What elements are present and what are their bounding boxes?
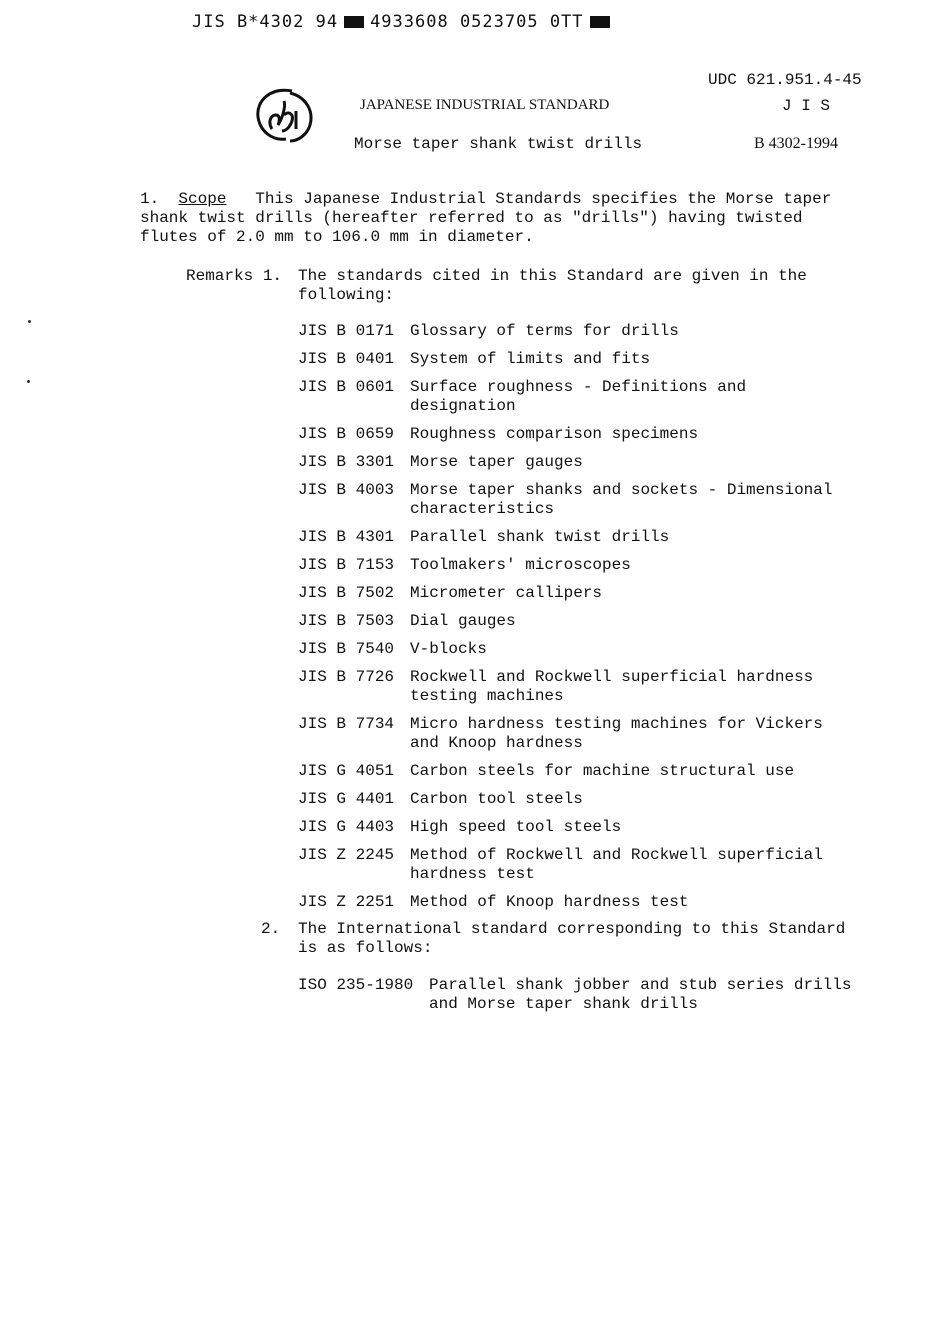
iso-standard-entry — [298, 976, 858, 1014]
standard-code: JIS B 0659 — [298, 425, 395, 443]
udc-number: UDC 621.951.4-45 — [708, 71, 862, 89]
standard-code: JIS B 0601 — [298, 378, 395, 396]
list-item — [298, 378, 858, 416]
scan-speck — [27, 380, 30, 383]
standard-code: JIS B 7503 — [298, 612, 395, 630]
list-item — [298, 481, 858, 519]
list-item — [298, 818, 858, 837]
jis-logo-icon — [252, 85, 316, 145]
standard-code: JIS G 4051 — [298, 762, 395, 780]
standard-code: JIS B 4003 — [298, 481, 395, 499]
standard-name: V-blocks — [410, 640, 487, 658]
standard-organization: JAPANESE INDUSTRIAL STANDARD — [360, 97, 610, 113]
standard-name: Parallel shank twist drills — [410, 528, 670, 546]
scope-text: This Japanese Industrial Standards specifies the Morse taper shank twist drills (hereafter referred to as "drills") having twisted flutes of 2.0 mm to 106.0 mm in diameter. — [140, 190, 832, 246]
list-item — [298, 612, 858, 631]
remark-2-number: 2. — [261, 920, 281, 938]
cited-standards-list — [298, 322, 858, 921]
standard-name: Carbon steels for machine structural use — [410, 762, 795, 780]
standard-name: Method of Rockwell and Rockwell superficial hardness test — [410, 846, 823, 883]
standard-name: Dial gauges — [410, 612, 516, 630]
standard-name: System of limits and fits — [410, 350, 651, 368]
remarks-label: Remarks 1. — [186, 267, 283, 285]
standard-title: Morse taper shank twist drills — [354, 135, 643, 153]
standard-name: Micrometer callipers — [410, 584, 603, 602]
document-code-line — [192, 12, 616, 32]
standard-name: Morse taper shanks and sockets - Dimensional characteristics — [410, 481, 833, 518]
standard-name: Micro hardness testing machines for Vickers and Knoop hardness — [410, 715, 823, 752]
scope-paragraph — [140, 190, 860, 247]
iso-standard-code: ISO 235-1980 — [298, 976, 414, 994]
standard-name: Morse taper gauges — [410, 453, 583, 471]
standard-name: Glossary of terms for drills — [410, 322, 679, 340]
standard-code: JIS B 0171 — [298, 322, 395, 340]
standard-code: JIS B 7502 — [298, 584, 395, 602]
standard-code: JIS B 7153 — [298, 556, 395, 574]
standard-name: Toolmakers' microscopes — [410, 556, 631, 574]
scope-number: 1. — [140, 190, 160, 208]
scan-speck — [28, 320, 31, 323]
remark-2-text: The International standard corresponding to this Standard is as follows: — [298, 920, 846, 957]
standard-name: High speed tool steels — [410, 818, 622, 836]
list-item — [298, 556, 858, 575]
list-item — [298, 528, 858, 547]
standard-code: JIS G 4403 — [298, 818, 395, 836]
document-code-part2: 4933608 0523705 0TT — [370, 12, 584, 32]
standard-name: Method of Knoop hardness test — [410, 893, 689, 911]
standard-name: Rockwell and Rockwell superficial hardness testing machines — [410, 668, 814, 705]
standard-code: JIS B 0401 — [298, 350, 395, 368]
document-code-part1: JIS B*4302 94 — [192, 12, 339, 32]
standard-code: JIS Z 2245 — [298, 846, 395, 864]
standard-name: Carbon tool steels — [410, 790, 583, 808]
standard-code: JIS B 7726 — [298, 668, 395, 686]
standard-code: JIS B 7540 — [298, 640, 395, 658]
iso-standard-name: Parallel shank jobber and stub series drills and Morse taper shank drills — [429, 976, 852, 1013]
list-item — [298, 322, 858, 341]
list-item — [298, 668, 858, 706]
list-item — [298, 640, 858, 659]
scope-heading: Scope — [178, 190, 227, 208]
list-item — [298, 584, 858, 603]
standard-name: Surface roughness - Definitions and designation — [410, 378, 747, 415]
list-item — [298, 762, 858, 781]
barcode-block-2 — [590, 16, 610, 28]
list-item — [298, 715, 858, 753]
list-item — [298, 425, 858, 444]
barcode-block-1 — [344, 16, 364, 28]
standard-code: JIS B 7734 — [298, 715, 395, 733]
list-item — [298, 846, 858, 884]
standard-code: JIS Z 2251 — [298, 893, 395, 911]
standard-code: JIS B 3301 — [298, 453, 395, 471]
standard-code: JIS G 4401 — [298, 790, 395, 808]
standard-number: B 4302-1994 — [754, 135, 838, 152]
standard-code: JIS B 4301 — [298, 528, 395, 546]
list-item — [298, 893, 858, 912]
standard-name: Roughness comparison specimens — [410, 425, 699, 443]
jis-mark-text: J I S — [782, 97, 831, 115]
list-item — [298, 453, 858, 472]
remark-1-text: The standards cited in this Standard are given in the following: — [298, 267, 807, 304]
list-item — [298, 350, 858, 369]
list-item — [298, 790, 858, 809]
